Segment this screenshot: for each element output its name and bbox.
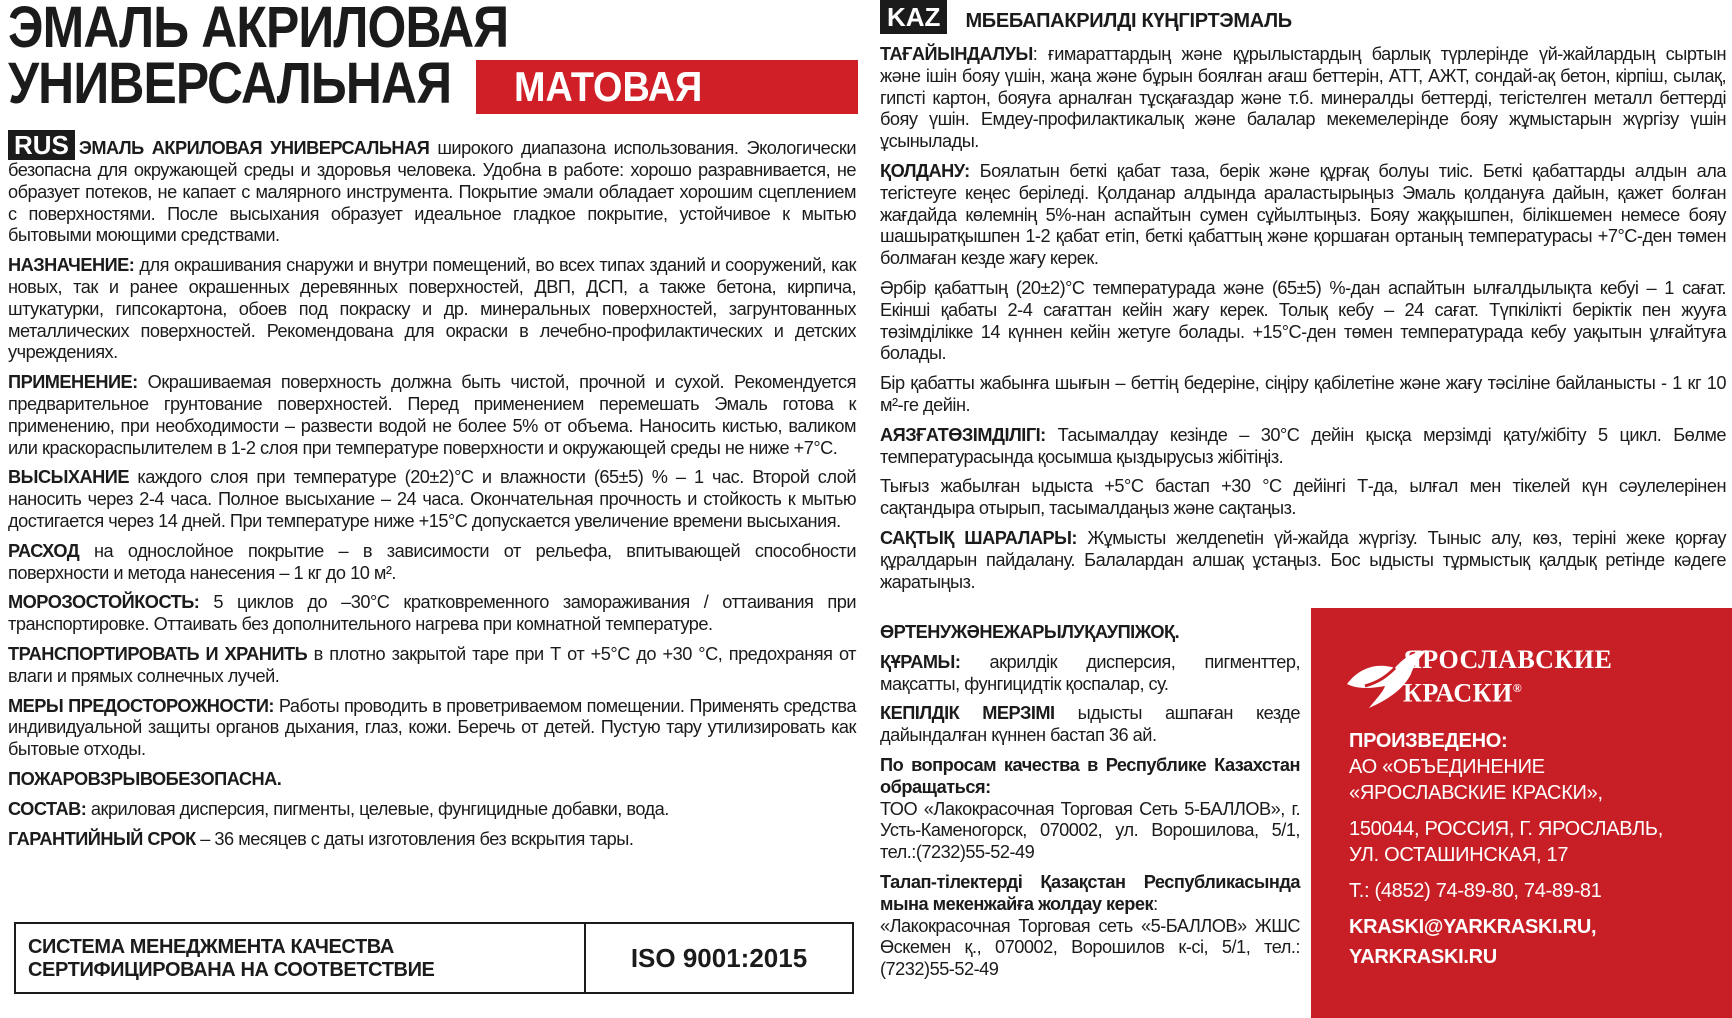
kaz-drying: Әрбір қабаттың (20±2)°С температурада және (65±5) %-дан аспайтын ылғалдылықта кебуі – 1 сағат. Екінші қабаты 2-4 сағаттан кейін жағу керек. Толық кебу – 24 сағат. Түпкілікті беріктік пен жууға төзімділікке 14 күннен кейін жетуге болады. +15°С-ден төмен температурада кебу уақытын ұлғайтуға болады. — [880, 277, 1726, 364]
rus-purpose: НАЗНАЧЕНИЕ: для окрашивания снаружи и внутри помещений, во всех типах зданий и сооружений, как новых, так и ранее окрашенных деревянных поверхностей, ДВП, ДСП, а также бетона, кирпича, штукатурки, гипсокартона, обоев под покраску и др. минеральных поверхностей, загрунтованных металлических поверхностей. Рекомендована для окраски в лечебно-профилактических и детских учреждениях. — [8, 255, 856, 363]
rus-intro: RUS ЭМАЛЬ АКРИЛОВАЯ УНИВЕРСАЛЬНАЯ широкого диапазона использования. Экологически безопасна для окружающей среды и здоровья человека. Удобна в работе: хорошо разравнивается, не образует потеков, не капает с малярного инструмента. Покрытие эмали обладает хорошим сцеплением с поверхностями. После высыхания образует идеальное гладкое покрытие, устойчивое к мытью бытовыми моющими средствами. — [8, 130, 857, 246]
kaz-purpose: ТАҒАЙЫНДАЛУЫ: ғимараттардың және құрылыстардың барлық түрлерінде үй-жайлардың сыртын және ішін бояу үшін, жаңа және бұрын боялған ағаш беттерін, АТТ, АЖТ, сондай-ақ бетон, кірпіш, сылақ, гипсті картон, бояуға арналған тұсқағаздар және т.б. минералды беттерді, тегістелген металл беттерді бояу үшін. Емдеу-профилактикалық және балалар мекемелерінде бояу жұмыстарын жүргізу үшін ұсынылады. — [880, 44, 1726, 152]
matte-badge — [476, 60, 858, 114]
rus-fire-safety: ПОЖАРОВЗРЫВОБЕЗОПАСНА. — [8, 768, 282, 789]
contact-kz: Талап-тілектерді Қазақстан Республикасында мына мекенжайға жолдау керек: «Лакокрасочная Торговая сеть «5-БАЛЛОВ» ЖШС Өскемен қ., 070002, Ворошилов к-сі, 5/1, тел.:(7232)55-52-49 — [880, 871, 1300, 980]
phone: Т.: (4852) 74-89-80, 74-89-81 — [1349, 880, 1602, 902]
kaz-storage: Тығыз жабылған ыдыста +5°С бастап +30 °С дейінгі Т-да, ылғал мен тікелей күн сәулелерінен сақтандыра отырып, тасымалдаңыз және сақтаңыз. — [880, 476, 1726, 519]
iso-statement: СИСТЕМА МЕНЕДЖМЕНТА КАЧЕСТВА СЕРТИФИЦИРОВАНА НА СООТВЕТСТВИЕ — [16, 924, 586, 992]
rus-usage: ПРИМЕНЕНИЕ: Окрашиваемая поверхность должна быть чистой, прочной и сухой. Рекомендуется предварительное грунтование поверхностей. Перед применением перемешать Эмаль готова к применению, при необходимости – развести водой не более 5% от объема. Наносить кистью, валиком или краскораспылителем в 1-2 слоя при температуре поверхности и окружающей среды не ниже +7°С. — [8, 372, 856, 458]
kaz-safety: САҚТЫҚ ШАРАЛАРЫ: Жұмысты желдenetін үй-жайда жүргізу. Тыныс алу, көз, теріні жеке қорғау құралдарын пайдалану. Балалардан алшақ ұстаңыз. Бос ыдысты тұрмыстық қалдық ретінде кәдеге жаратыңыз. — [880, 527, 1726, 592]
matte-badge-label: МАТОВАЯ — [514, 63, 703, 110]
rus-column — [8, 0, 856, 1018]
kaz-usage: ҚОЛДАНУ: Боялатын беткі қабат таза, берік және құрғақ болуы тиіс. Беткі қабаттарды алдын ала тегістеуге кеңес беріледі. Қолданар алдында араластырыңыз Эмаль қолдануға дайын, қажет болған жағдайда көлемнің 5%-нан аспайтын сумен сұйылтыңыз. Бояу жаққышпен, білікшемен немесе бояу шашыратқышпен 1-2 қабат етіп, беткі қабаттың және қоршаған ортаның температурасы +7°С-ден төмен болмаған кезде жағу керек. — [880, 160, 1726, 269]
iso-standard: ISO 9001:2015 — [630, 942, 808, 973]
iso-certification-box — [14, 922, 854, 994]
contact-ru: По вопросам качества в Республике Казахстан обращаться: ТОО «Лакокрасочная Торговая Сеть 5-БАЛЛОВ», г. Усть-Каменогорск, 070002, ул. Ворошилова, 5/1, тел.:(7232)55-52-49 — [880, 754, 1300, 863]
kaz-language-tag: KAZ — [880, 0, 947, 34]
website-link[interactable]: YARKRASKI.RU — [1349, 946, 1497, 968]
kaz-composition: ҚҰРАМЫ: акрилдік дисперсия, пигменттер, мақсатты, фунгицидтік қоспалар, су. — [880, 651, 1300, 694]
rus-frost: МОРОЗОСТОЙКОСТЬ: 5 циклов до –30°С кратковременного замораживания / оттаивания при транспортировке. Оттаивать без дополнительного нагрева при комнатной температуре. — [8, 592, 856, 635]
rus-safety: МЕРЫ ПРЕДОСТОРОЖНОСТИ: Работы проводить в проветриваемом помещении. Применять средства индивидуальной защиты органов дыхания, глаз, кожи. Беречь от детей. Пустую тару утилизировать как бытовые отходы. — [8, 695, 856, 760]
kaz-fire-safety: ӨРТЕНУЖӘНЕЖАРЫЛУҚАУПІЖОҚ. — [880, 622, 1180, 642]
title-line-1: ЭМАЛЬ АКРИЛОВАЯ — [8, 0, 509, 60]
rus-drying: ВЫСЫХАНИЕ каждого слоя при температуре (20±2)°С и влажности (65±5) % – 1 час. Второй слой наносить через 2-4 часа. Полное высыхание – 24 часа. Окончательная прочность и стойкость к мытью достигается через 14 дней. При температуре ниже +15°С допускается увеличение времени высыхания. — [8, 467, 856, 531]
kaz-warranty: КЕПІЛДІК МЕРЗІМІ ыдысты ашпаған кезде дайындалған күннен бастап 36 ай. — [880, 703, 1301, 746]
produced-heading: ПРОИЗВЕДЕНО: — [1349, 730, 1508, 752]
kaz-details — [880, 622, 1300, 989]
rus-consumption: РАСХОД на однослойное покрытие – в зависимости от рельефа, впитывающей способности поверхности и метода нанесения – 1 кг до 10 м². — [8, 540, 856, 583]
email-link[interactable]: KRASKI@YARKRASKI.RU, — [1349, 916, 1597, 938]
kaz-frost: АЯЗҒАТӨЗІМДІЛІГІ: Тасымалдау кезінде – 30°С дейін қысқа мерзімді қату/жібіту 5 цикл. Бөлме температурасында қосымша қыздырусыз жібітіңіз. — [880, 424, 1726, 467]
rus-description — [8, 130, 856, 858]
kaz-title: МБЕБАПАКРИЛДІ КҮҢГІРТЭМАЛЬ — [965, 9, 1292, 32]
producer-info: ПРОИЗВЕДЕНО: АО «ОБЪЕДИНЕНИЕ «ЯРОСЛАВСКИЕ КРАСКИ», 150044, РОССИЯ, Г. ЯРОСЛАВЛЬ, УЛ. ОСТАШИНСКАЯ, 17 Т.: (4852) 74-89-80, 74-89-81 KRASKI@YARKRASKI.RU, YARKRASKI.RU — [1349, 728, 1719, 970]
kaz-header — [880, 0, 1292, 34]
kaz-description — [880, 44, 1726, 601]
manufacturer-panel — [1311, 608, 1732, 1018]
rus-storage: ТРАНСПОРТИРОВАТЬ И ХРАНИТЬ в плотно закрытой таре при Т от +5°С до +30 °С, предохраняя от влаги и прямых солнечных лучей. — [8, 643, 856, 686]
kaz-consumption: Бір қабатты жабынға шығын – беттің бедеріне, сіңіру қабілетіне және жағу тәсіліне байланысты - 1 кг 10 м²-ге дейін. — [880, 373, 1726, 415]
title-line-2: УНИВЕРСАЛЬНАЯ — [8, 51, 452, 116]
rus-language-tag: RUS — [8, 130, 75, 160]
rus-composition: СОСТАВ: акриловая дисперсия, пигменты, целевые, фунгицидные добавки, вода. — [8, 798, 669, 819]
brand-name: ЯРОСЛАВСКИЕ КРАСКИ® — [1403, 645, 1613, 708]
rus-warranty: ГАРАНТИЙНЫЙ СРОК – 36 месяцев с даты изготовления без вскрытия тары. — [8, 828, 634, 849]
